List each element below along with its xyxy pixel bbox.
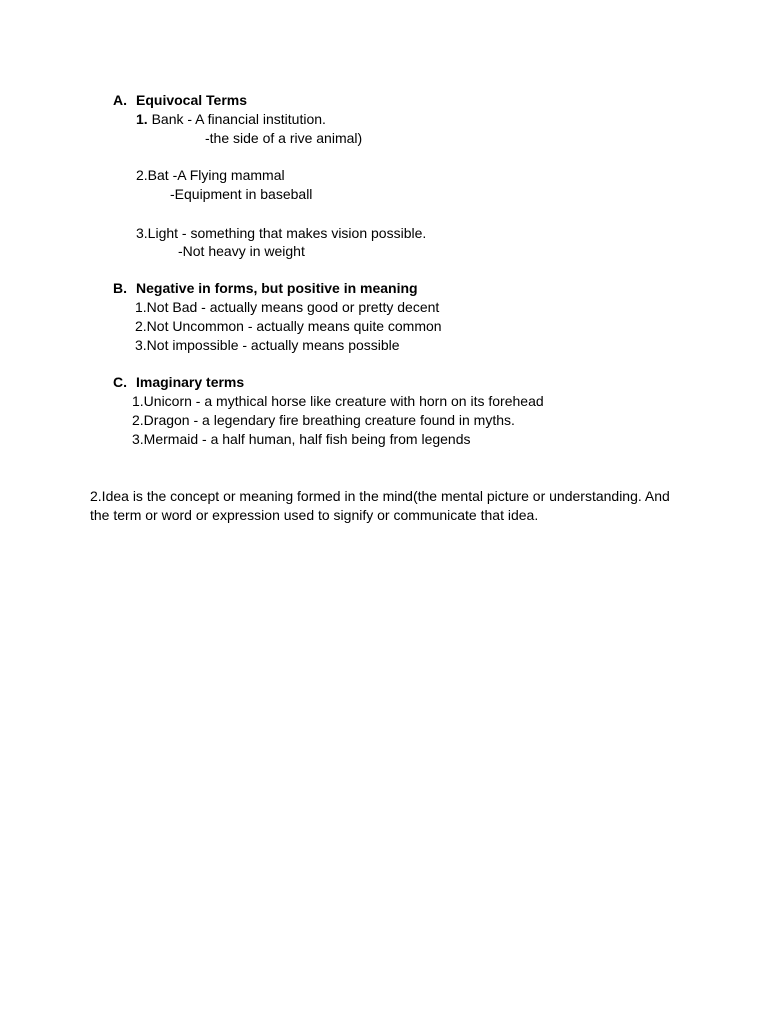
section-a-item-1 xyxy=(136,111,326,128)
section-c-item-2: 2.Dragon - a legendary fire breathing creature found in myths. xyxy=(132,412,515,428)
section-b-item-2: 2.Not Uncommon - actually means quite common xyxy=(135,318,442,334)
section-c-heading: Imaginary terms xyxy=(136,374,245,390)
section-a-item-3: 3.Light - something that makes vision possible. xyxy=(136,225,427,241)
section-c-item-3: 3.Mermaid - a half human, half fish being from legends xyxy=(132,431,471,447)
section-c-letter: C. xyxy=(113,374,127,390)
section-a-item-1-text: Bank - A financial institution. xyxy=(147,111,326,127)
section-a-item-2: 2.Bat -A Flying mammal xyxy=(136,167,285,183)
section-a-item-2-sub: -Equipment in baseball xyxy=(170,186,313,202)
section-c-item-1: 1.Unicorn - a mythical horse like creature with horn on its forehead xyxy=(132,393,544,409)
section-a-item-3-sub: -Not heavy in weight xyxy=(178,243,305,259)
section-a-item-1-sub: -the side of a rive animal) xyxy=(205,130,363,146)
section-a-letter: A. xyxy=(113,92,127,108)
section-b-heading: Negative in forms, but positive in meaning xyxy=(136,280,418,296)
idea-paragraph: 2.Idea is the concept or meaning formed in the mind(the mental picture or understanding. And the term or word or expression used to signify or communicate that idea. xyxy=(90,488,670,523)
section-b-letter: B. xyxy=(113,280,127,296)
section-b-item-3: 3.Not impossible - actually means possible xyxy=(135,337,400,353)
section-b-item-1: 1.Not Bad - actually means good or pretty decent xyxy=(135,299,440,315)
section-a-heading: Equivocal Terms xyxy=(136,92,248,108)
section-a-item-1-number: 1. xyxy=(136,111,148,127)
